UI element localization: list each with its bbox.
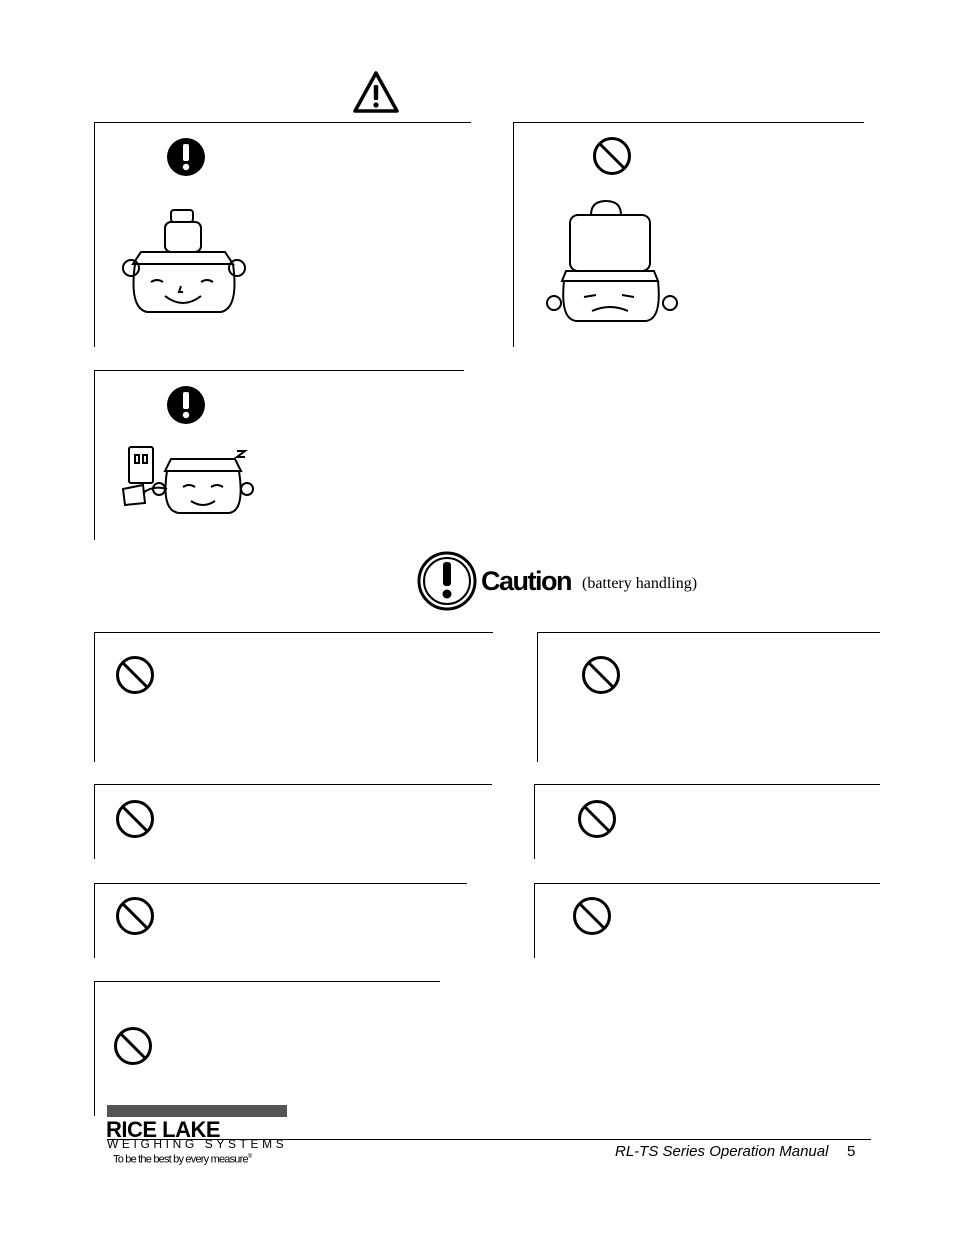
logo-tagline: To be the best by every measure® bbox=[113, 1153, 252, 1166]
prohibition-icon bbox=[581, 655, 621, 695]
battery-box-6 bbox=[534, 883, 880, 958]
logo-bar bbox=[107, 1105, 287, 1117]
battery-box-3 bbox=[94, 784, 492, 859]
scale-power-outlet-illustration bbox=[119, 445, 259, 517]
battery-box-4 bbox=[534, 784, 880, 859]
prohibition-icon bbox=[113, 1026, 153, 1066]
prohibition-icon bbox=[115, 799, 155, 839]
scale-heavy-bag-illustration bbox=[546, 199, 686, 327]
warning-box-1 bbox=[94, 122, 471, 347]
logo-rice-lake: RICE LAKE bbox=[106, 1117, 221, 1142]
warning-box-3 bbox=[94, 370, 464, 540]
prohibition-icon bbox=[115, 896, 155, 936]
prohibition-icon bbox=[115, 655, 155, 695]
prohibition-icon bbox=[592, 136, 632, 176]
battery-box-1 bbox=[94, 632, 493, 762]
prohibition-icon bbox=[577, 799, 617, 839]
caution-note: (battery handling) bbox=[582, 575, 698, 592]
caution-exclamation-icon bbox=[417, 551, 477, 611]
footer-rule bbox=[107, 1139, 871, 1140]
caution-heading: Caution bbox=[481, 566, 571, 596]
battery-box-7 bbox=[94, 981, 440, 1116]
warning-box-2 bbox=[513, 122, 864, 347]
battery-box-5 bbox=[94, 883, 467, 958]
mandatory-exclamation-icon bbox=[166, 137, 206, 177]
battery-box-2 bbox=[537, 632, 880, 762]
scale-weight-illustration bbox=[121, 208, 247, 318]
prohibition-icon bbox=[572, 896, 612, 936]
manual-title: RL-TS Series Operation Manual bbox=[615, 1143, 829, 1160]
mandatory-exclamation-icon bbox=[166, 385, 206, 425]
warning-triangle-icon bbox=[352, 70, 400, 114]
page-number: 5 bbox=[847, 1143, 856, 1160]
logo-weighing-systems: WEIGHING SYSTEMS bbox=[107, 1137, 288, 1151]
